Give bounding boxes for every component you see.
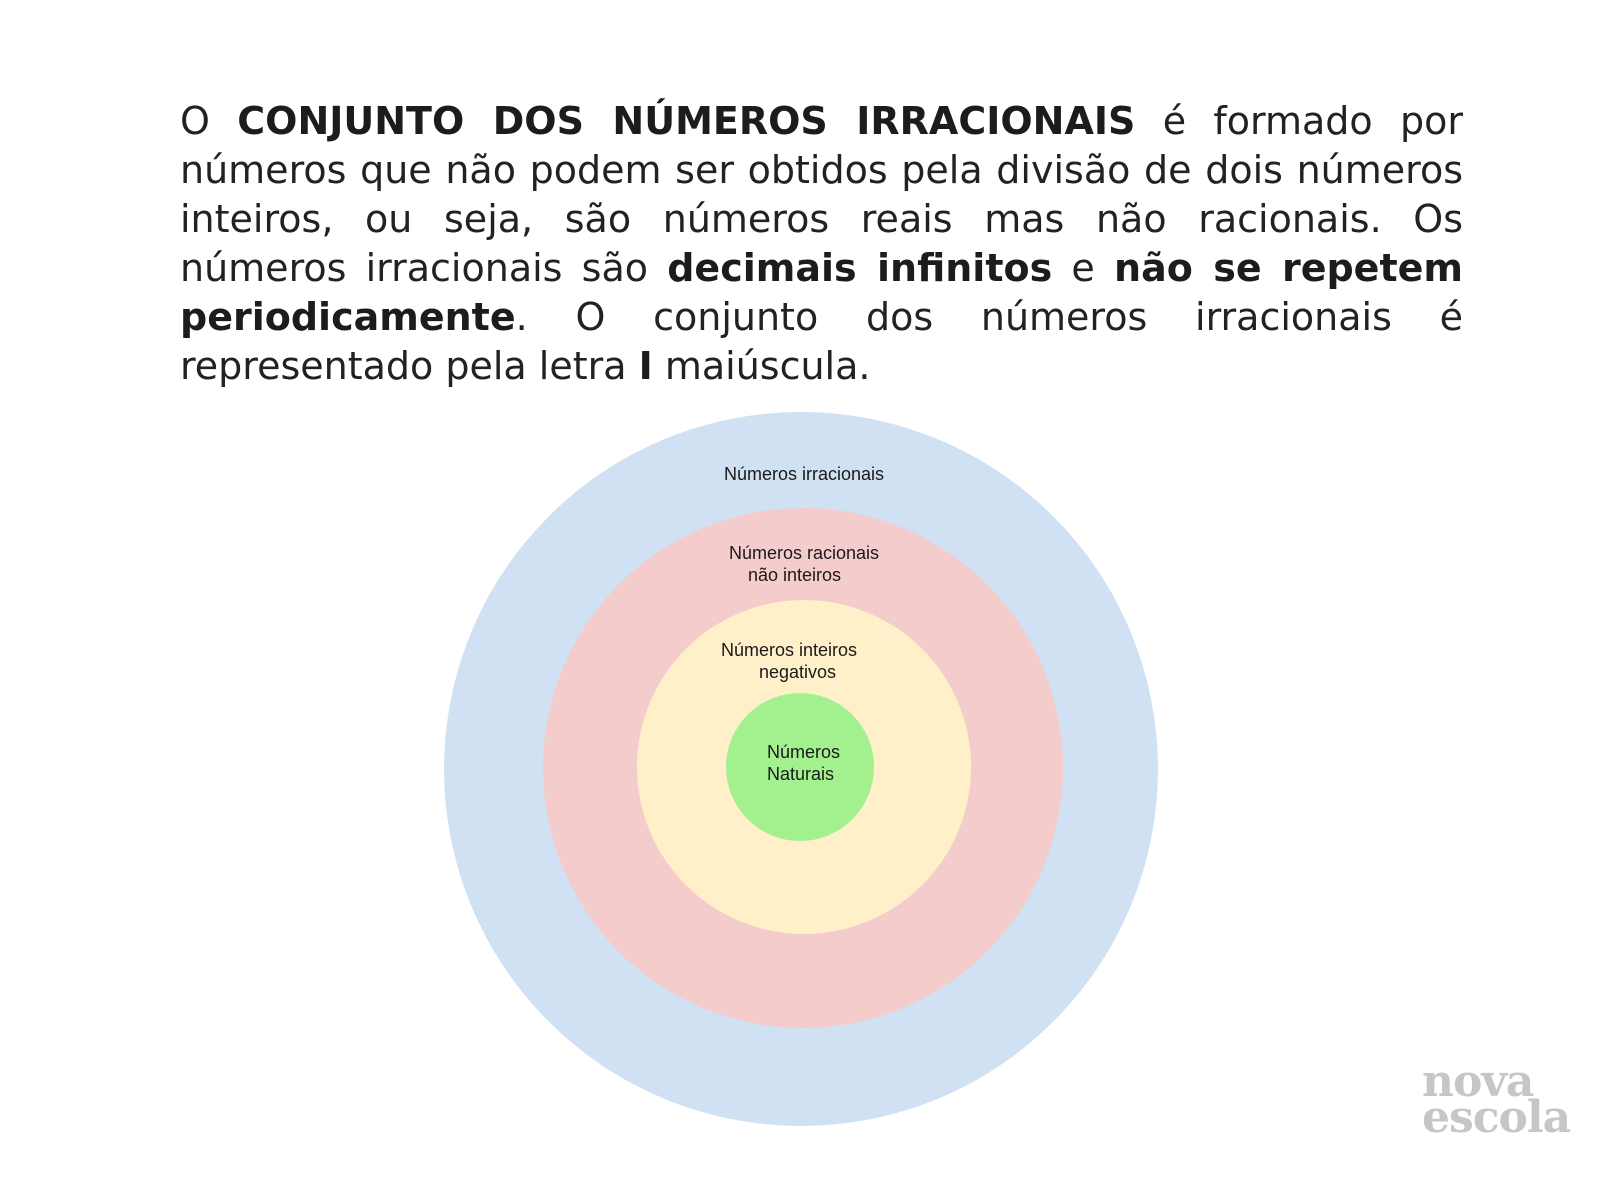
paragraph-text-2: é formado por números que não podem ser obtidos pela divisão de dois números inteiros, ou seja, são números reais mas não racionais. Os números irracionais são (180, 99, 1463, 290)
logo-line-escola: escola (1422, 1092, 1571, 1143)
paragraph-bold-letter-i: I (638, 344, 653, 388)
paragraph-text-1: O (180, 99, 238, 143)
label-natural-line-2: Naturais (767, 764, 835, 784)
label-natural-line-1: Números (767, 742, 841, 762)
paragraph-text-4: . O conjunto dos números irracionais é representado pela letra (180, 295, 1463, 388)
label-rational-line-2: não inteiros (748, 565, 842, 585)
paragraph-bold-decimals: decimais infinitos (667, 246, 1053, 290)
paragraph-text-3: e (1052, 246, 1115, 290)
logo-line-nova: nova (1422, 1056, 1534, 1107)
paragraph-text-5: maiúscula. (652, 344, 871, 388)
nova-escola-logo (1422, 1056, 1578, 1143)
label-negative-line-1: Números inteiros (721, 640, 858, 660)
label-negative-line-2: negativos (759, 662, 837, 682)
label-rational-line-1: Números racionais (729, 543, 880, 563)
label-irrational: Números irracionais (724, 464, 885, 484)
paragraph-bold-set-name: CONJUNTO DOS NÚMEROS IRRACIONAIS (237, 99, 1136, 143)
paragraph-bold-no-repeat: não se repetem periodicamente (180, 246, 1463, 339)
